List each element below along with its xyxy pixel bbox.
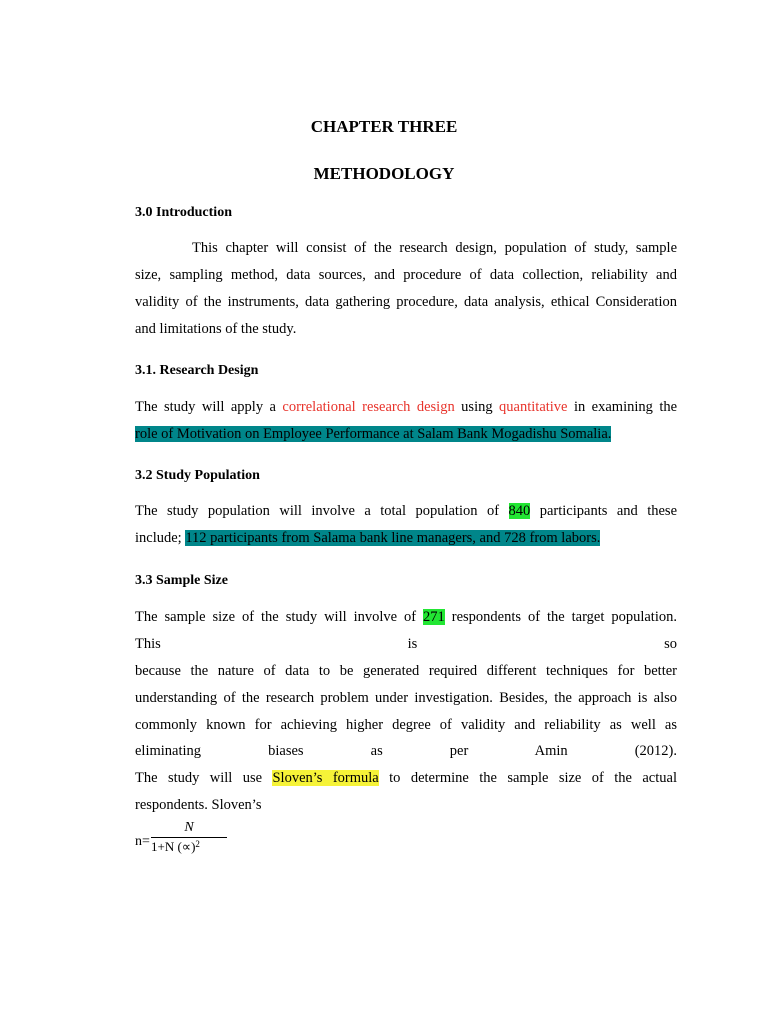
sample-line-1: [135, 608, 677, 626]
heading-introduction: 3.0 Introduction: [135, 205, 232, 220]
text: to determine the sample size of the actual: [389, 770, 677, 786]
formula-denominator: [151, 838, 227, 855]
formula-lhs: n=: [135, 834, 150, 849]
text: The study will use: [135, 770, 263, 786]
sample-line-2: [135, 635, 677, 653]
highlight-slovens-formula: Sloven’s formula: [272, 770, 379, 786]
text: The sample size of the study will involve of: [135, 609, 417, 625]
highlight-population-count: 840: [508, 503, 531, 519]
text: using: [461, 399, 493, 415]
formula-exponent: 2: [195, 839, 200, 849]
sample-line-5: commonly known for achieving higher degree of validity and reliability as well as: [135, 717, 677, 733]
highlight-correlational-design: correlational research design: [282, 399, 455, 415]
text: in examining the: [573, 399, 678, 415]
formula-denominator-text: 1+N (∝): [151, 839, 196, 854]
text: include;: [135, 530, 182, 546]
formula-fraction: [151, 820, 227, 855]
text: is: [407, 636, 418, 652]
intro-line-4: and limitations of the study.: [135, 321, 297, 337]
research-design-line-2: [135, 425, 677, 443]
text: so: [664, 636, 678, 652]
highlight-study-topic: role of Motivation on Employee Performance at Salam Bank Mogadishu Somalia.: [135, 426, 612, 442]
sample-line-8: respondents. Sloven’s: [135, 797, 262, 813]
population-line-1: [135, 502, 677, 520]
highlight-participants: 112 participants from Salama bank line managers, and 728 from labors.: [185, 530, 601, 546]
heading-sample-size: 3.3 Sample Size: [135, 573, 228, 588]
chapter-title: CHAPTER THREE: [310, 117, 458, 136]
text: The study population will involve a total population of: [135, 503, 500, 519]
heading-study-population: 3.2 Study Population: [135, 468, 260, 483]
research-design-line-1: [135, 398, 677, 416]
highlight-quantitative: quantitative: [499, 399, 568, 415]
sample-line-3: because the nature of data to be generated required different techniques for better: [135, 663, 677, 679]
intro-line-3: validity of the instruments, data gathering procedure, data analysis, ethical Consideration: [135, 294, 677, 310]
formula-numerator: N: [184, 820, 194, 835]
heading-research-design: 3.1. Research Design: [135, 363, 259, 378]
text: This: [135, 636, 161, 652]
highlight-sample-count: 271: [423, 609, 445, 625]
sample-line-4: understanding of the research problem under investigation. Besides, the approach is also: [135, 690, 677, 706]
population-line-2: [135, 529, 677, 547]
intro-line-2: size, sampling method, data sources, and procedure of data collection, reliability and: [135, 267, 677, 283]
text: respondents of the target population.: [451, 609, 677, 625]
text: participants and these: [539, 503, 678, 519]
chapter-subtitle: METHODOLOGY: [313, 164, 455, 183]
intro-line-1: This chapter will consist of the research design, population of study, sample: [192, 240, 677, 256]
sample-line-6: eliminating biases as per Amin (2012).: [135, 743, 677, 759]
sample-line-7: [135, 769, 677, 787]
text: The study will apply a: [135, 399, 276, 415]
